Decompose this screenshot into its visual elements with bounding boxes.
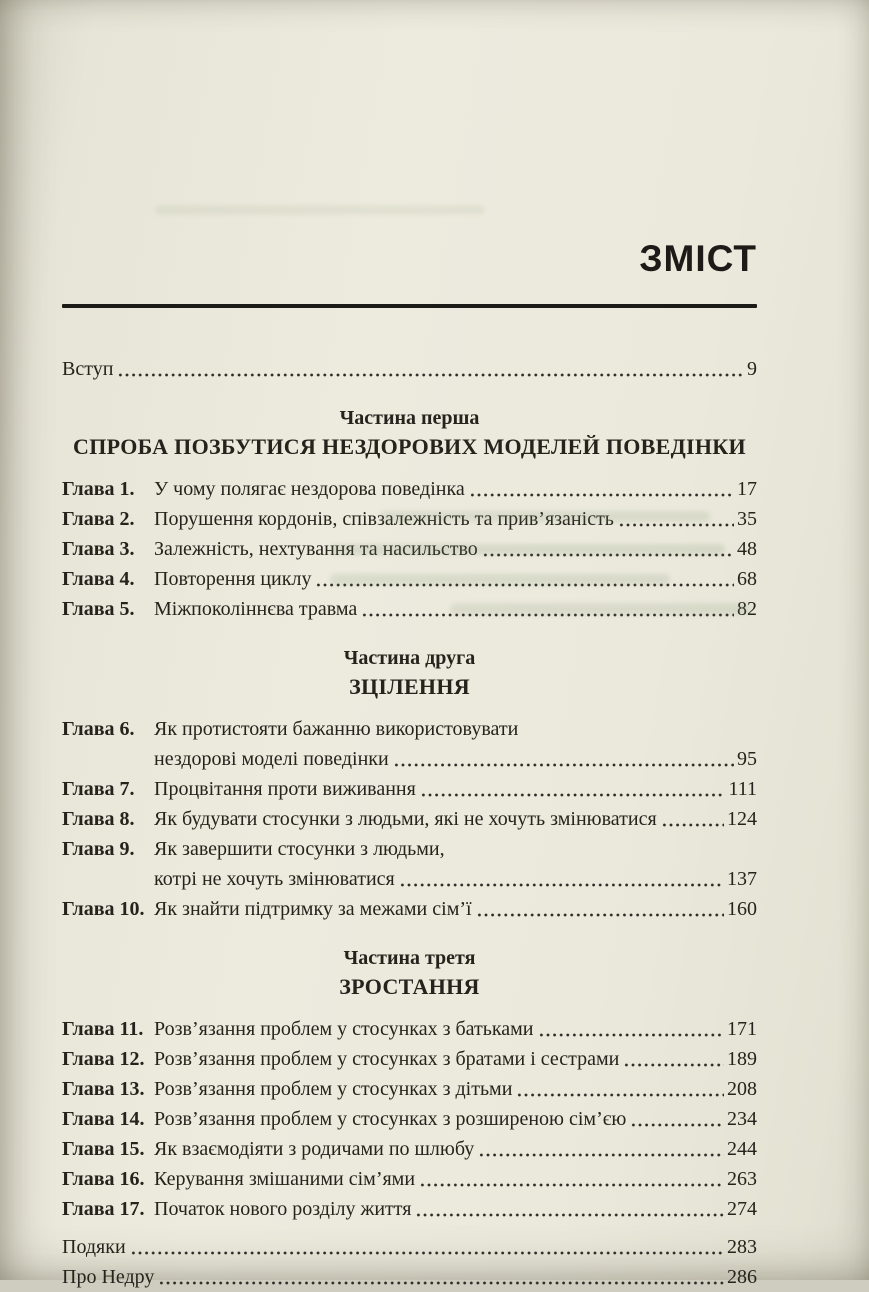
chapter-label: Глава 13.: [62, 1077, 145, 1100]
entry-body: [154, 774, 757, 804]
chapter-label: Глава 16.: [62, 1167, 145, 1190]
entry-line: [154, 1044, 757, 1074]
entry-text: Порушення кордонів, співзалежність та прив’язаність: [154, 507, 614, 530]
chapter-label: Глава 6.: [62, 717, 135, 740]
chapter-label: Глава 12.: [62, 1047, 145, 1070]
page-number: 95: [737, 747, 757, 770]
page-number: 68: [737, 567, 757, 590]
page-number: 171: [727, 1017, 757, 1040]
entry-text: Міжпоколіннєва травма: [154, 597, 358, 620]
chapter-label: Глава 11.: [62, 1017, 144, 1040]
part-kicker-1: Частина перша: [339, 406, 480, 429]
chapter-label: Глава 7.: [62, 777, 135, 800]
page-number: 137: [727, 867, 757, 890]
entry-body: [154, 474, 757, 504]
toc-entry: [62, 1044, 757, 1074]
entry-line: [154, 1074, 757, 1104]
page-number: 82: [737, 597, 757, 620]
part-heading-3: ЗРОСТАННЯ: [339, 973, 480, 999]
entry-line: [154, 804, 757, 834]
page-number: 9: [747, 357, 757, 380]
dot-leader: [394, 761, 734, 769]
toc-entry: [62, 1014, 757, 1044]
page-number: 244: [727, 1137, 757, 1160]
entry-text: Як знайти підтримку за межами сім’ї: [154, 897, 472, 920]
toc-entry: [62, 474, 757, 504]
entry-text: Як завершити стосунки з людьми,: [154, 837, 445, 860]
dot-leader: [421, 791, 726, 799]
dot-leader: [479, 1151, 724, 1159]
entry-text: Вступ: [62, 357, 114, 380]
dot-leader: [477, 911, 724, 919]
entry-line: [154, 564, 757, 594]
chapter-label: Глава 4.: [62, 567, 135, 590]
toc-entry: [62, 1164, 757, 1194]
entry-text: Розв’язання проблем у стосунках з батьками: [154, 1017, 534, 1040]
entry-text: Подяки: [62, 1235, 126, 1258]
entry-body: [154, 1164, 757, 1194]
dot-leader: [624, 1061, 724, 1069]
page-number: 111: [728, 777, 757, 800]
entry-line: [62, 354, 757, 384]
toc-entry: [62, 354, 757, 384]
entry-text: Як протистояти бажанню використовувати: [154, 717, 519, 740]
entry-body: [154, 894, 757, 924]
dot-leader: [662, 821, 724, 829]
dot-leader: [316, 581, 734, 589]
toc-entry: [62, 1134, 757, 1164]
entry-body: [62, 1232, 757, 1262]
entry-text: Керування змішаними сім’ями: [154, 1167, 416, 1190]
entry-body: [62, 1262, 757, 1292]
page-number: 263: [727, 1167, 757, 1190]
page-number: 274: [727, 1197, 757, 1220]
page-number: 17: [737, 477, 757, 500]
entry-text: Розв’язання проблем у стосунках з братами і сестрами: [154, 1047, 620, 1070]
entry-text: Залежність, нехтування та насильство: [154, 537, 478, 560]
page-number: 48: [737, 537, 757, 560]
back-matter: [62, 1232, 757, 1292]
entry-text: Як будувати стосунки з людьми, які не хочуть змінюватися: [154, 807, 657, 830]
page-number: 35: [737, 507, 757, 530]
chapter-label: Глава 9.: [62, 837, 135, 860]
toc-entry: [62, 1194, 757, 1224]
entry-line: [154, 714, 757, 744]
toc-entry: [62, 714, 757, 774]
entry-text: Про Недру: [62, 1265, 155, 1288]
dot-leader: [539, 1031, 724, 1039]
entry-body: [154, 594, 757, 624]
entry-body: [154, 804, 757, 834]
entry-text: Процвітання проти виживання: [154, 777, 416, 800]
part-kicker-3: Частина третя: [343, 946, 476, 969]
entry-line: [154, 1194, 757, 1224]
toc-entry: [62, 834, 757, 894]
toc-entry: [62, 1232, 757, 1262]
entry-body: [154, 714, 757, 774]
chapter-label: Глава 2.: [62, 507, 135, 530]
entry-body: [154, 1074, 757, 1104]
chapter-label: Глава 3.: [62, 537, 135, 560]
entry-line: [154, 774, 757, 804]
entry-line: [154, 534, 757, 564]
chapter-label: Глава 15.: [62, 1137, 145, 1160]
dot-leader: [118, 371, 744, 379]
entry-line: [154, 864, 757, 894]
page-number: 286: [727, 1265, 757, 1288]
entry-text: нездорові моделі поведінки: [154, 747, 389, 770]
entry-text: котрі не хочуть змінюватися: [154, 867, 395, 890]
toc-entry: [62, 804, 757, 834]
toc-entry: [62, 594, 757, 624]
dot-leader: [420, 1181, 724, 1189]
dot-leader: [470, 491, 734, 499]
chapter-label: Глава 8.: [62, 807, 135, 830]
dot-leader: [400, 881, 724, 889]
page-title: ЗМІСТ: [639, 237, 757, 279]
page-number: 283: [727, 1235, 757, 1258]
part-heading-1: СПРОБА ПОЗБУТИСЯ НЕЗДОРОВИХ МОДЕЛЕЙ ПОВЕДІНКИ: [73, 433, 746, 459]
entry-text: Розв’язання проблем у стосунках з дітьми: [154, 1077, 513, 1100]
entry-text: Початок нового розділу життя: [154, 1197, 412, 1220]
chapter-label: Глава 1.: [62, 477, 135, 500]
toc-entry: [62, 564, 757, 594]
dot-leader: [631, 1121, 724, 1129]
entry-body: [154, 564, 757, 594]
part-kicker-2: Частина друга: [343, 646, 476, 669]
dot-leader: [517, 1091, 724, 1099]
toc-entry: [62, 1262, 757, 1292]
page-number: 208: [727, 1077, 757, 1100]
toc-entry: [62, 774, 757, 804]
page-number: 189: [727, 1047, 757, 1070]
entry-line: [62, 1262, 757, 1292]
dot-leader: [362, 611, 734, 619]
entry-body: [154, 1044, 757, 1074]
entry-line: [154, 1164, 757, 1194]
chapter-label: Глава 14.: [62, 1107, 145, 1130]
chapter-label: Глава 5.: [62, 597, 135, 620]
entry-text: Розв’язання проблем у стосунках з розширеною сім’єю: [154, 1107, 627, 1130]
entry-text: Як взаємодіяти з родичами по шлюбу: [154, 1137, 475, 1160]
entry-body: [154, 1014, 757, 1044]
dot-leader: [416, 1211, 724, 1219]
toc-entry: [62, 1074, 757, 1104]
toc-entry: [62, 1104, 757, 1134]
entry-body: [154, 1104, 757, 1134]
entry-body: [62, 354, 757, 384]
entry-line: [154, 894, 757, 924]
entry-line: [154, 474, 757, 504]
title-rule: [62, 304, 757, 308]
chapter-label: Глава 17.: [62, 1197, 145, 1220]
front-matter: [62, 354, 757, 384]
chapter-label: Глава 10.: [62, 897, 145, 920]
entry-body: [154, 534, 757, 564]
entry-line: [154, 504, 757, 534]
dot-leader: [131, 1249, 724, 1257]
page-bleed-artifact: [155, 205, 485, 215]
dot-leader: [619, 521, 734, 529]
entry-body: [154, 504, 757, 534]
toc: [62, 354, 757, 1292]
toc-entry: [62, 534, 757, 564]
entry-line: [154, 1014, 757, 1044]
entry-body: [154, 834, 757, 894]
entry-text: Повторення циклу: [154, 567, 312, 590]
entry-body: [154, 1194, 757, 1224]
page-number: 124: [727, 807, 757, 830]
entry-line: [154, 594, 757, 624]
dot-leader: [483, 551, 734, 559]
toc-entry: [62, 504, 757, 534]
part-heading-2: ЗЦІЛЕННЯ: [349, 673, 470, 699]
entry-line: [154, 834, 757, 864]
entry-line: [62, 1232, 757, 1262]
page-number: 234: [727, 1107, 757, 1130]
entry-line: [154, 1104, 757, 1134]
entry-text: У чому полягає нездорова поведінка: [154, 477, 465, 500]
entry-line: [154, 744, 757, 774]
toc-entry: [62, 894, 757, 924]
entry-line: [154, 1134, 757, 1164]
entry-body: [154, 1134, 757, 1164]
page-number: 160: [727, 897, 757, 920]
